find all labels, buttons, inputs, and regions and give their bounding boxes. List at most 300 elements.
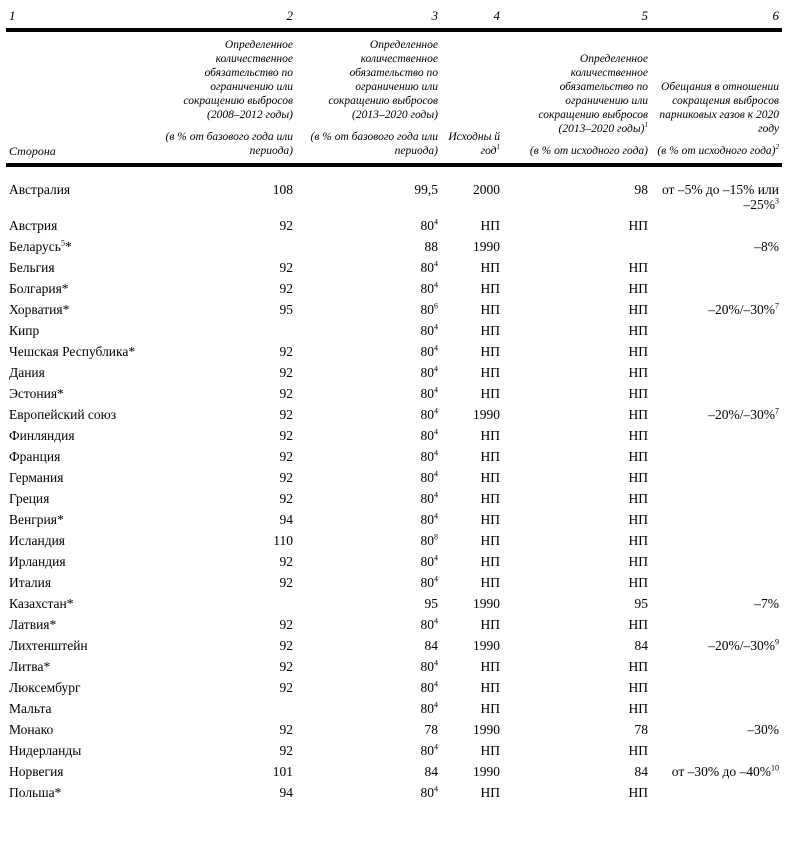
cell-commitment-2013-value: 80: [420, 491, 434, 506]
cell-reference-year: [441, 761, 503, 782]
cell-commitment-2013-value: 80: [420, 512, 434, 527]
cell-commitment-reference-value: НП: [628, 575, 648, 590]
table-row: [6, 509, 782, 530]
cell-pledge-2020: [651, 404, 782, 425]
cell-party-value: Казахстан*: [9, 596, 74, 611]
cell-party-value: Мальта: [9, 701, 52, 716]
column-number: 2: [286, 8, 293, 23]
cell-party-value: Италия: [9, 575, 52, 590]
cell-commitment-reference-value: НП: [628, 470, 648, 485]
cell-party: [6, 425, 156, 446]
cell-reference-year: [441, 320, 503, 341]
cell-party-value: Кипр: [9, 323, 40, 338]
cell-pledge-2020: [651, 165, 782, 215]
cell-commitment-2008-value: 92: [279, 638, 293, 653]
header-col5-sub: (в % от исходного года): [529, 145, 648, 157]
cell-reference-year: [441, 614, 503, 635]
cell-commitment-2008-value: 92: [279, 449, 293, 464]
column-number: 5: [641, 8, 648, 23]
header-col5-main: Определенное количественное обязательство по ограничению или сокращению выбросов (2013–2020 годы): [538, 53, 648, 135]
cell-commitment-2008: [156, 509, 296, 530]
cell-party: [6, 635, 156, 656]
header-col2: [156, 30, 296, 165]
footnote-mark: 4: [434, 679, 438, 689]
cell-commitment-2008: [156, 320, 296, 341]
cell-reference-year: [441, 740, 503, 761]
cell-commitment-reference: [503, 446, 651, 467]
footnote-mark: 1: [496, 143, 500, 152]
cell-party: [6, 782, 156, 803]
table-row: [6, 761, 782, 782]
cell-commitment-reference: [503, 165, 651, 215]
cell-commitment-2008: [156, 215, 296, 236]
cell-reference-year-value: НП: [480, 785, 500, 800]
column-number: 4: [493, 8, 500, 23]
cell-party: [6, 698, 156, 719]
cell-reference-year: [441, 362, 503, 383]
footnote-mark: 9: [775, 637, 779, 647]
column-number: 6: [772, 8, 779, 23]
cell-reference-year-value: НП: [480, 680, 500, 695]
cell-party-value: Болгария*: [9, 281, 69, 296]
cell-commitment-2013: [296, 320, 441, 341]
cell-pledge-2020-value: –20%/–30%: [708, 638, 775, 653]
cell-commitment-2013: [296, 257, 441, 278]
table-row: [6, 782, 782, 803]
cell-reference-year: [441, 278, 503, 299]
cell-reference-year: [441, 467, 503, 488]
cell-reference-year: [441, 299, 503, 320]
cell-commitment-2013-value: 80: [420, 386, 434, 401]
table-row: [6, 404, 782, 425]
cell-commitment-reference-value: НП: [628, 344, 648, 359]
cell-commitment-2013: [296, 740, 441, 761]
cell-commitment-reference: [503, 614, 651, 635]
cell-commitment-2013-value: 80: [420, 743, 434, 758]
cell-commitment-reference-value: НП: [628, 512, 648, 527]
table-row: [6, 165, 782, 215]
cell-reference-year: [441, 236, 503, 257]
cell-reference-year: [441, 257, 503, 278]
cell-commitment-2008: [156, 530, 296, 551]
table-row: [6, 425, 782, 446]
cell-commitment-2013-value: 80: [420, 323, 434, 338]
cell-reference-year-value: НП: [480, 323, 500, 338]
cell-reference-year: [441, 383, 503, 404]
table-row: [6, 488, 782, 509]
footnote-mark: 4: [434, 490, 438, 500]
header-col3-sub: (в % от базового года или периода): [310, 131, 438, 157]
cell-party-value: Беларусь: [9, 239, 61, 254]
cell-commitment-reference-value: 78: [634, 722, 648, 737]
footnote-mark: 4: [434, 616, 438, 626]
cell-commitment-reference-value: 84: [634, 764, 648, 779]
cell-pledge-2020: [651, 509, 782, 530]
cell-commitment-2013-value: 80: [420, 407, 434, 422]
cell-pledge-2020-value: от –30% до –40%: [671, 764, 771, 779]
cell-pledge-2020-value: от –5% до –15% или –25%: [661, 182, 779, 212]
cell-commitment-reference: [503, 509, 651, 530]
table-body: [6, 165, 782, 803]
cell-commitment-2013: [296, 341, 441, 362]
cell-commitment-2008: [156, 299, 296, 320]
footnote-mark: 4: [434, 448, 438, 458]
cell-commitment-2008: [156, 362, 296, 383]
cell-commitment-2013-value: 80: [420, 344, 434, 359]
cell-pledge-2020: [651, 761, 782, 782]
cell-commitment-2008: [156, 446, 296, 467]
cell-commitment-2008: [156, 341, 296, 362]
table-row: [6, 698, 782, 719]
cell-commitment-2013: [296, 299, 441, 320]
cell-reference-year: [441, 488, 503, 509]
cell-commitment-reference-value: НП: [628, 365, 648, 380]
cell-party: [6, 236, 156, 257]
cell-pledge-2020-value: –7%: [754, 596, 779, 611]
cell-reference-year-value: 1990: [473, 638, 500, 653]
cell-commitment-2013: [296, 383, 441, 404]
cell-reference-year-value: 1990: [473, 764, 500, 779]
cell-commitment-reference: [503, 572, 651, 593]
footnote-mark: 4: [434, 385, 438, 395]
cell-pledge-2020: [651, 719, 782, 740]
cell-reference-year-value: НП: [480, 533, 500, 548]
table-row: [6, 719, 782, 740]
table-row: [6, 572, 782, 593]
table-row: [6, 614, 782, 635]
table-row: [6, 593, 782, 614]
cell-pledge-2020: [651, 677, 782, 698]
cell-commitment-reference-value: НП: [628, 323, 648, 338]
cell-commitment-reference: [503, 677, 651, 698]
header-party: [6, 30, 156, 165]
cell-party-value: Люксембург: [9, 680, 81, 695]
cell-commitment-reference-value: НП: [628, 449, 648, 464]
footnote-mark: 4: [434, 574, 438, 584]
cell-pledge-2020: [651, 362, 782, 383]
cell-reference-year: [441, 509, 503, 530]
cell-commitment-2008: [156, 656, 296, 677]
table-row: [6, 320, 782, 341]
cell-commitment-2013: [296, 425, 441, 446]
cell-pledge-2020: [651, 572, 782, 593]
cell-commitment-reference-value: НП: [628, 428, 648, 443]
cell-commitment-2013-value: 80: [420, 617, 434, 632]
cell-commitment-reference: [503, 635, 651, 656]
header-col5: [503, 30, 651, 165]
cell-commitment-reference: [503, 530, 651, 551]
footnote-mark: 4: [434, 217, 438, 227]
cell-commitment-2013: [296, 572, 441, 593]
cell-commitment-2008: [156, 677, 296, 698]
cell-commitment-2008: [156, 257, 296, 278]
cell-commitment-reference: [503, 299, 651, 320]
cell-commitment-reference-value: НП: [628, 407, 648, 422]
cell-reference-year: [441, 782, 503, 803]
cell-reference-year-value: НП: [480, 344, 500, 359]
party-mark: *: [64, 239, 72, 254]
cell-commitment-reference: [503, 425, 651, 446]
cell-commitment-reference-value: НП: [628, 386, 648, 401]
cell-commitment-reference-value: 98: [634, 182, 648, 197]
cell-party: [6, 593, 156, 614]
cell-commitment-2008: [156, 488, 296, 509]
header-col6-main: Обещания в отношении сокращения выбросов парниковых газов к 2020 году: [659, 81, 779, 135]
cell-commitment-2008: [156, 719, 296, 740]
cell-reference-year-value: НП: [480, 386, 500, 401]
cell-commitment-2013-value: 99,5: [414, 182, 438, 197]
cell-commitment-2008: [156, 698, 296, 719]
cell-commitment-reference: [503, 782, 651, 803]
table-row: [6, 236, 782, 257]
footnote-mark: 4: [434, 511, 438, 521]
cell-commitment-2013-value: 80: [420, 281, 434, 296]
cell-commitment-2013: [296, 278, 441, 299]
cell-party-value: Ирландия: [9, 554, 66, 569]
table-row: [6, 341, 782, 362]
cell-party-value: Норвегия: [9, 764, 64, 779]
cell-reference-year-value: НП: [480, 575, 500, 590]
cell-commitment-2013: [296, 236, 441, 257]
cell-reference-year-value: 1990: [473, 239, 500, 254]
cell-commitment-2008: [156, 467, 296, 488]
cell-party: [6, 530, 156, 551]
cell-commitment-2013: [296, 488, 441, 509]
cell-party-value: Чешская Республика*: [9, 344, 136, 359]
cell-party-value: Литва*: [9, 659, 51, 674]
cell-commitment-reference-value: НП: [628, 701, 648, 716]
footnote-mark: 3: [775, 196, 779, 206]
footnote-mark: 7: [775, 406, 779, 416]
cell-pledge-2020: [651, 446, 782, 467]
cell-party: [6, 320, 156, 341]
cell-party: [6, 572, 156, 593]
cell-commitment-2008: [156, 425, 296, 446]
cell-party-value: Финляндия: [9, 428, 75, 443]
cell-commitment-2013: [296, 215, 441, 236]
cell-party-value: Европейский союз: [9, 407, 117, 422]
cell-pledge-2020: [651, 467, 782, 488]
cell-party-value: Венгрия*: [9, 512, 64, 527]
footnote-mark: 4: [434, 784, 438, 794]
table-row: [6, 257, 782, 278]
table-row: [6, 299, 782, 320]
footnote-mark: 7: [775, 301, 779, 311]
table-row: [6, 740, 782, 761]
cell-pledge-2020: [651, 635, 782, 656]
cell-commitment-2013: [296, 165, 441, 215]
cell-commitment-reference-value: НП: [628, 260, 648, 275]
cell-commitment-2008: [156, 404, 296, 425]
header-col3: [296, 30, 441, 165]
cell-commitment-2008-value: 94: [279, 785, 293, 800]
cell-commitment-2008: [156, 740, 296, 761]
cell-pledge-2020: [651, 425, 782, 446]
cell-commitment-reference: [503, 551, 651, 572]
cell-party: [6, 362, 156, 383]
cell-reference-year-value: 1990: [473, 722, 500, 737]
cell-party-value: Польша*: [9, 785, 62, 800]
cell-commitment-2013-value: 80: [420, 533, 434, 548]
cell-party: [6, 404, 156, 425]
cell-commitment-2013: [296, 677, 441, 698]
cell-commitment-2013-value: 80: [420, 680, 434, 695]
cell-commitment-reference-value: НП: [628, 491, 648, 506]
cell-party-value: Франция: [9, 449, 61, 464]
cell-pledge-2020: [651, 299, 782, 320]
cell-party: [6, 761, 156, 782]
cell-reference-year-value: НП: [480, 701, 500, 716]
cell-commitment-reference: [503, 215, 651, 236]
cell-party-value: Дания: [9, 365, 45, 380]
cell-reference-year: [441, 215, 503, 236]
cell-party-value: Латвия*: [9, 617, 57, 632]
header-col2-sub: (в % от базового года или периода): [165, 131, 293, 157]
cell-party: [6, 165, 156, 215]
cell-commitment-2013: [296, 467, 441, 488]
cell-reference-year-value: НП: [480, 365, 500, 380]
table-row: [6, 677, 782, 698]
cell-reference-year: [441, 593, 503, 614]
cell-commitment-2008-value: 110: [273, 533, 293, 548]
cell-commitment-2008-value: 92: [279, 428, 293, 443]
cell-commitment-2008-value: 92: [279, 575, 293, 590]
cell-pledge-2020: [651, 488, 782, 509]
cell-party-value: Монако: [9, 722, 54, 737]
cell-commitment-reference-value: 95: [634, 596, 648, 611]
footnote-mark: 4: [434, 364, 438, 374]
cell-commitment-2013-value: 80: [420, 302, 434, 317]
cell-commitment-2008-value: 92: [279, 743, 293, 758]
cell-pledge-2020-value: –20%/–30%: [708, 302, 775, 317]
cell-commitment-2013: [296, 656, 441, 677]
cell-commitment-2008-value: 92: [279, 617, 293, 632]
cell-party-value: Германия: [9, 470, 64, 485]
cell-commitment-reference: [503, 362, 651, 383]
cell-reference-year: [441, 551, 503, 572]
cell-commitment-2008: [156, 761, 296, 782]
cell-commitment-2013: [296, 761, 441, 782]
cell-commitment-2013-value: 84: [424, 638, 438, 653]
cell-party: [6, 719, 156, 740]
table-row: [6, 467, 782, 488]
cell-commitment-reference: [503, 698, 651, 719]
cell-party-value: Греция: [9, 491, 50, 506]
header-col3-main: Определенное количественное обязательство по ограничению или сокращению выбросов (2013–2020 годы): [328, 39, 438, 121]
cell-commitment-2013-value: 80: [420, 575, 434, 590]
table-row: [6, 383, 782, 404]
cell-party-value: Австрия: [9, 218, 58, 233]
cell-pledge-2020: [651, 383, 782, 404]
cell-commitment-2013-value: 80: [420, 365, 434, 380]
cell-reference-year-value: НП: [480, 617, 500, 632]
cell-commitment-2008-value: 92: [279, 491, 293, 506]
cell-pledge-2020: [651, 698, 782, 719]
cell-party: [6, 215, 156, 236]
cell-reference-year-value: 1990: [473, 596, 500, 611]
cell-party: [6, 614, 156, 635]
column-number-row: [6, 4, 782, 30]
cell-commitment-2013-value: 80: [420, 785, 434, 800]
cell-commitment-2008-value: 92: [279, 344, 293, 359]
cell-reference-year-value: НП: [480, 491, 500, 506]
cell-commitment-reference-value: НП: [628, 680, 648, 695]
cell-party-value: Австралия: [9, 182, 71, 197]
footnote-mark: 4: [434, 259, 438, 269]
cell-reference-year-value: НП: [480, 512, 500, 527]
cell-commitment-2008-value: 92: [279, 470, 293, 485]
cell-commitment-reference-value: 84: [634, 638, 648, 653]
cell-commitment-reference-value: НП: [628, 743, 648, 758]
footnote-mark: 4: [434, 406, 438, 416]
cell-commitment-2008: [156, 278, 296, 299]
column-number: 3: [431, 8, 438, 23]
cell-commitment-2008-value: 92: [279, 281, 293, 296]
cell-commitment-2008-value: 101: [272, 764, 293, 779]
cell-pledge-2020: [651, 341, 782, 362]
cell-party: [6, 740, 156, 761]
cell-reference-year-value: НП: [480, 218, 500, 233]
cell-reference-year: [441, 165, 503, 215]
cell-commitment-reference: [503, 236, 651, 257]
cell-party: [6, 341, 156, 362]
cell-party: [6, 446, 156, 467]
cell-pledge-2020: [651, 257, 782, 278]
cell-party: [6, 257, 156, 278]
cell-commitment-reference: [503, 341, 651, 362]
cell-party: [6, 467, 156, 488]
cell-pledge-2020: [651, 236, 782, 257]
cell-commitment-2013: [296, 593, 441, 614]
header-col4-main: Исходны й год: [448, 131, 500, 157]
cell-reference-year-value: НП: [480, 302, 500, 317]
cell-pledge-2020: [651, 530, 782, 551]
cell-commitment-2008: [156, 782, 296, 803]
cell-commitment-reference: [503, 740, 651, 761]
cell-commitment-reference-value: НП: [628, 533, 648, 548]
cell-commitment-reference: [503, 488, 651, 509]
cell-party-value: Бельгия: [9, 260, 55, 275]
header-col6-sub: (в % от исходного года): [657, 145, 776, 157]
cell-commitment-2008: [156, 383, 296, 404]
footnote-mark: 4: [434, 658, 438, 668]
cell-commitment-2008-value: 94: [279, 512, 293, 527]
footnote-mark: 4: [434, 427, 438, 437]
cell-commitment-2013-value: 78: [424, 722, 438, 737]
cell-commitment-2008: [156, 614, 296, 635]
footnote-mark: 4: [434, 322, 438, 332]
footnote-mark: 4: [434, 553, 438, 563]
cell-commitment-2013-value: 80: [420, 260, 434, 275]
footnote-mark: 10: [771, 763, 779, 773]
cell-commitment-2013: [296, 551, 441, 572]
cell-reference-year-value: НП: [480, 659, 500, 674]
cell-reference-year-value: НП: [480, 743, 500, 758]
cell-reference-year: [441, 677, 503, 698]
cell-reference-year-value: НП: [480, 260, 500, 275]
table-row: [6, 551, 782, 572]
cell-party: [6, 488, 156, 509]
cell-party: [6, 656, 156, 677]
cell-reference-year-value: НП: [480, 470, 500, 485]
column-number: 1: [9, 8, 16, 23]
cell-pledge-2020: [651, 656, 782, 677]
cell-commitment-2008-value: 92: [279, 260, 293, 275]
footnote-mark: 6: [434, 301, 438, 311]
cell-commitment-2008-value: 95: [279, 302, 293, 317]
cell-commitment-reference: [503, 404, 651, 425]
cell-commitment-reference: [503, 719, 651, 740]
